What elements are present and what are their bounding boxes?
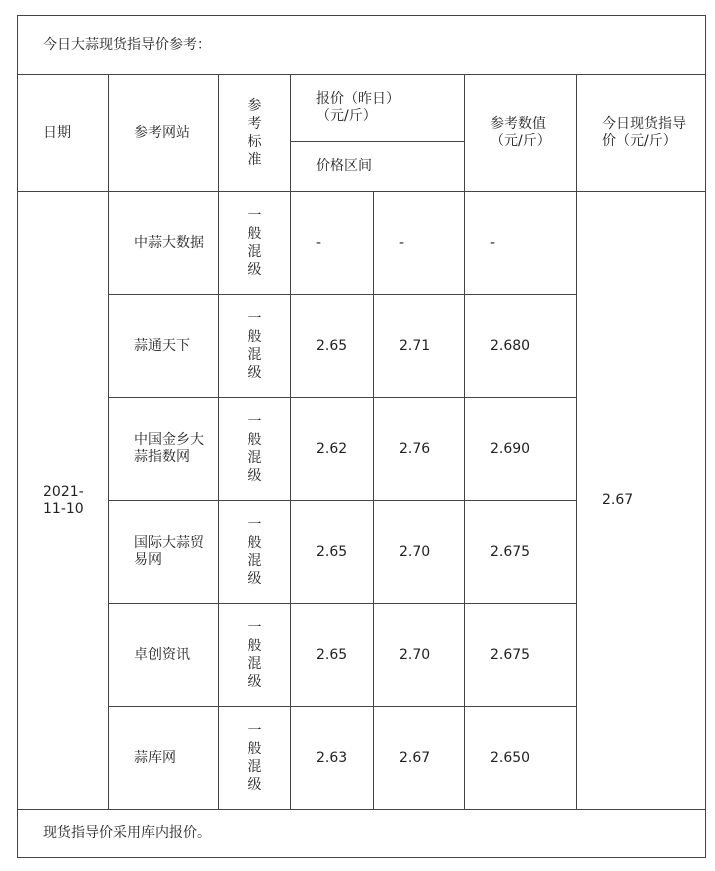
low-cell: 2.63 xyxy=(291,707,374,810)
header-standard-text: 参考标准 xyxy=(247,98,262,168)
low-cell: 2.65 xyxy=(291,295,374,398)
site-cell: 卓创资讯 xyxy=(109,604,219,707)
low-cell: - xyxy=(291,192,374,295)
header-guide-price-text: 今日现货指导价（元/斤） xyxy=(602,116,686,149)
ref-cell: - xyxy=(465,192,577,295)
high-cell: - xyxy=(374,192,465,295)
header-ref-value xyxy=(465,75,577,192)
site-cell: 蒜库网 xyxy=(109,707,219,810)
ref-cell: 2.690 xyxy=(465,398,577,501)
date-value: 2021-11-10 xyxy=(43,483,84,517)
header-date: 日期 xyxy=(18,75,109,192)
footnote: 现货指导价采用库内报价。 xyxy=(18,810,706,858)
low-cell: 2.65 xyxy=(291,604,374,707)
high-cell: 2.70 xyxy=(374,604,465,707)
site-cell: 蒜通天下 xyxy=(109,295,219,398)
header-standard xyxy=(219,75,291,192)
low-cell: 2.65 xyxy=(291,501,374,604)
header-price-range: 价格区间 xyxy=(291,142,465,192)
ref-cell: 2.675 xyxy=(465,501,577,604)
header-quote-text: 报价（昨日）（元/斤） xyxy=(316,91,400,124)
high-cell: 2.67 xyxy=(374,707,465,810)
date-cell xyxy=(18,192,109,810)
high-cell: 2.70 xyxy=(374,501,465,604)
ref-cell: 2.650 xyxy=(465,707,577,810)
header-quote xyxy=(291,75,465,142)
high-cell: 2.71 xyxy=(374,295,465,398)
high-cell: 2.76 xyxy=(374,398,465,501)
site-cell: 中国金乡大蒜指数网 xyxy=(109,398,219,501)
site-cell: 国际大蒜贸易网 xyxy=(109,501,219,604)
price-table xyxy=(17,15,706,858)
standard-cell: 一般混级 xyxy=(219,192,291,295)
ref-cell: 2.675 xyxy=(465,604,577,707)
standard-cell: 一般混级 xyxy=(219,295,291,398)
header-guide-price xyxy=(577,75,706,192)
standard-cell: 一般混级 xyxy=(219,398,291,501)
table-title: 今日大蒜现货指导价参考： xyxy=(18,16,706,75)
ref-cell: 2.680 xyxy=(465,295,577,398)
guide-value-cell: 2.67 xyxy=(577,192,706,810)
header-ref-value-text: 参考数值（元/斤） xyxy=(490,116,551,149)
low-cell: 2.62 xyxy=(291,398,374,501)
site-cell: 中蒜大数据 xyxy=(109,192,219,295)
standard-cell: 一般混级 xyxy=(219,501,291,604)
standard-cell: 一般混级 xyxy=(219,604,291,707)
standard-cell: 一般混级 xyxy=(219,707,291,810)
table-row xyxy=(18,192,706,295)
header-site: 参考网站 xyxy=(109,75,219,192)
